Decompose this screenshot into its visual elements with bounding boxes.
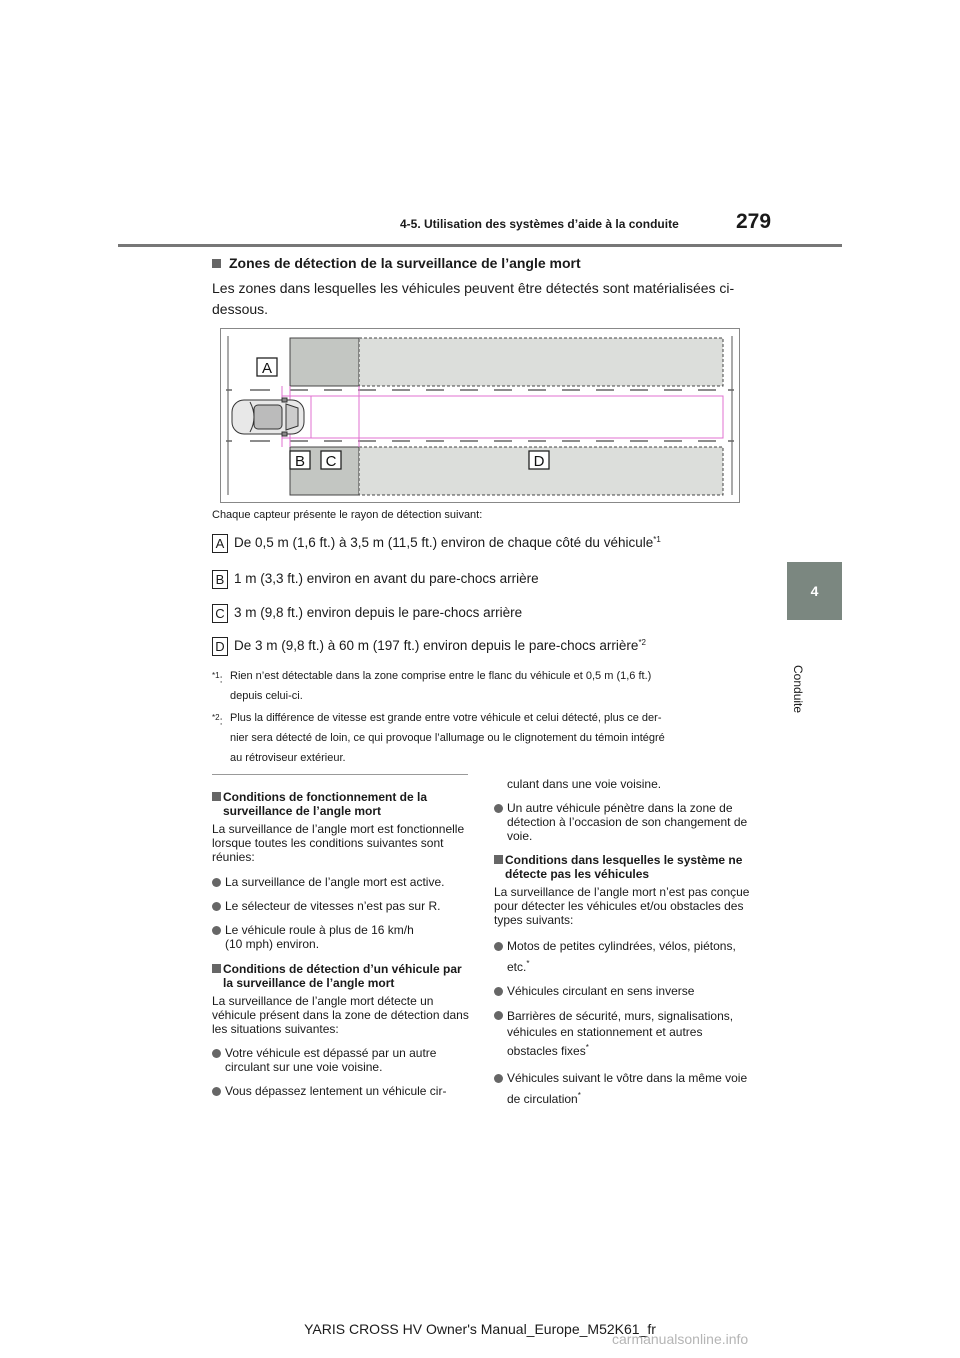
chapter-label-container	[775, 665, 815, 745]
zone-a-top	[290, 338, 359, 386]
key-d: D De 3 m (9,8 ft.) à 60 m (197 ft.) environ depuis le pare-chocs arrière $^{*2}$	[212, 638, 646, 656]
diagram-caption: Chaque capteur présente le rayon de détection suivant:	[212, 509, 483, 521]
footnote-2: $^{*2}$: Plus la différence de vitesse est grande entre votre véhicule et celui détecté, plus ce der- nier sera détecté de loin, ce qui provoque l’allumage ou le clignotement du témoin intégré au rétroviseur extérieur.	[212, 712, 665, 764]
footer-manual-name: YARIS CROSS HV Owner's Manual_Europe_M52K61_fr	[304, 1321, 656, 1337]
section-header: 4-5. Utilisation des systèmes d’aide à la conduite	[400, 217, 679, 231]
detection-zone-diagram	[220, 328, 740, 503]
chapter-label: Conduite	[791, 665, 805, 714]
left-column: Conditions de fonctionnement de la surveillance de l’angle mort La surveillance de l’angle mort est fonctionnelle lorsque toutes les conditions suivantes sont réunies: La surveillance de l’angle mort est active. Le sélecteur de vitesses n’est pas sur R. Le véhicule roule à plus de 16 km/h (10 mph) environ. Conditions de détection d’un véhicule par la surveillance de l’angle mort La surveillance de l’angle mort détecte un véhicule présent dans la zone de détection dans les situations suivantes: Votre véhicule est dépassé par un autre circulant sur une voie voisine. Vous dépassez lentement un véhicule cir-	[212, 790, 469, 1098]
zone-label-a: A	[261, 360, 273, 377]
watermark: carmanualsonline.info	[612, 1331, 749, 1347]
zone-d-top	[359, 338, 723, 386]
intro-paragraph: Les zones dans lesquelles les véhicules peuvent être détectés sont matérialisées ci-dessous.	[212, 280, 735, 317]
key-b: B 1 m (3,3 ft.) environ en avant du pare-chocs arrière	[212, 571, 539, 589]
square-bullet-icon	[212, 259, 221, 268]
column-rule	[212, 774, 468, 775]
header-rule	[118, 244, 842, 247]
key-c: C 3 m (9,8 ft.) environ depuis le pare-chocs arrière	[212, 605, 522, 623]
chapter-number: 4	[810, 583, 819, 599]
right-column: culant dans une voie voisine. Un autre véhicule pénètre dans la zone de détection à l’occasion de son changement de voie. Conditions dans lesquelles le système ne détecte pas les véhicules La surveillance de l’angle mort n’est pas conçue pour détecter les véhicules et/ou obstacles des types suivants: Motos de petites cylindrées, vélos, piétons, etc.* Véhicules circulant en sens inverse Barrières de sécurité, murs, signalisations, véhicules en stationnement et autres obstacles fixes* Véhicules suivant le vôtre dans la même voie de circulation*	[494, 777, 750, 1106]
section-title: Zones de détection de la surveillance de l’angle mort	[212, 255, 581, 271]
zone-label-c: C	[325, 453, 337, 470]
zone-label-b: B	[294, 453, 306, 470]
chapter-tab	[787, 562, 842, 620]
footnote-1: $^{*1}$: Rien n’est détectable dans la zone comprise entre le flanc du véhicule et 0,5 m (1,6 ft.) depuis celui-ci.	[212, 670, 652, 702]
car-icon	[232, 398, 304, 436]
zone-label-d: D	[533, 453, 545, 470]
key-a: A De 0,5 m (1,6 ft.) à 3,5 m (11,5 ft.) environ de chaque côté du véhicule $^{*1}$	[212, 535, 661, 553]
page-number: 279	[736, 210, 772, 233]
